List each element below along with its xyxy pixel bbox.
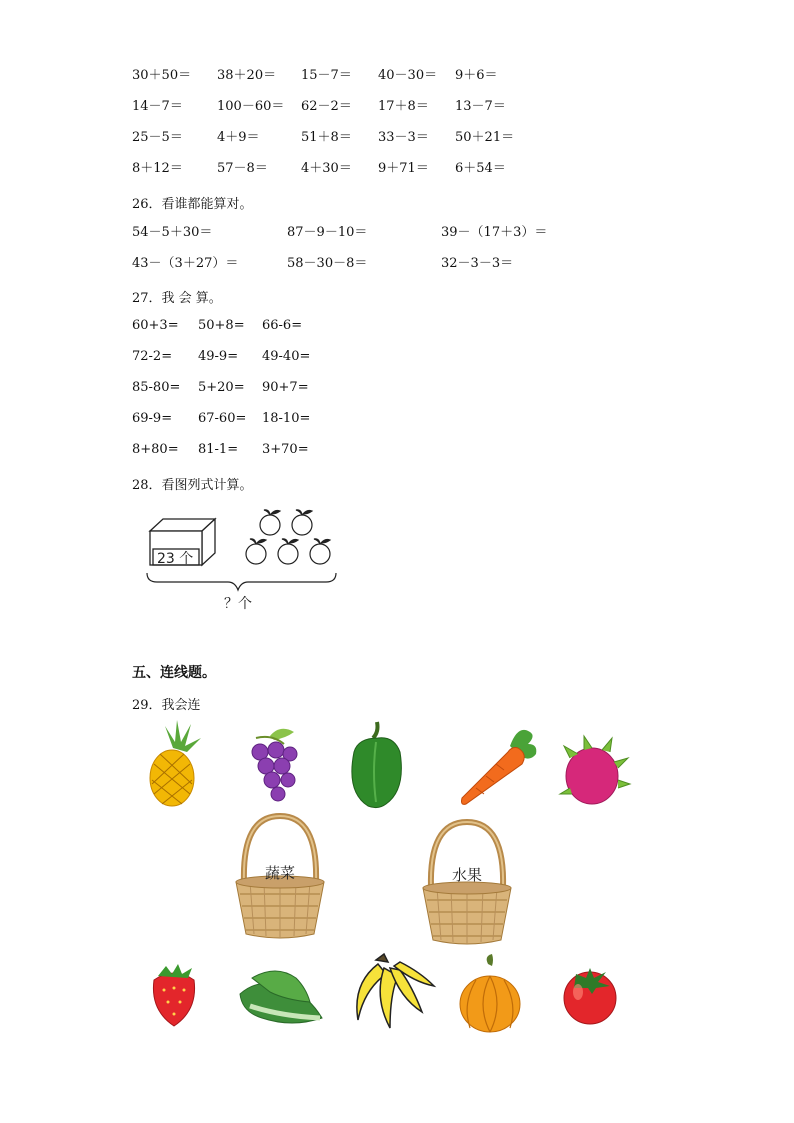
equation: 58－30－8＝ [287, 256, 368, 271]
q25-row [0, 161, 794, 179]
banana-icon[interactable] [357, 954, 434, 1028]
equation: 17＋8＝ [378, 99, 429, 114]
top-produce-row [140, 718, 640, 813]
q26-row [0, 225, 794, 243]
q27-title: 27．我 会 算。 [132, 291, 222, 306]
q27-row [0, 349, 794, 367]
equation: 54－5＋30＝ [132, 225, 213, 240]
q27-row [0, 380, 794, 398]
basket-fruits[interactable] [417, 818, 517, 948]
grapes-icon[interactable] [252, 729, 297, 801]
brace [147, 573, 336, 590]
equation: 14－7＝ [132, 99, 183, 114]
basket-label-vegetables: 蔬菜 [264, 864, 296, 882]
total-label: ？个 [224, 596, 252, 612]
equation: 8＋12＝ [132, 161, 183, 176]
equation: 72-2= [132, 349, 173, 364]
section-5-title: 五、连线题。 [132, 665, 216, 681]
equation: 8+80= [132, 442, 179, 457]
box-label: 23 个 [157, 551, 194, 567]
equation: 13－7＝ [455, 99, 506, 114]
equation: 100－60＝ [217, 99, 285, 114]
apple-icon [292, 510, 312, 535]
equation: 25－5＝ [132, 130, 183, 145]
q28-figure [140, 505, 350, 617]
q26-title: 26．看谁都能算对。 [132, 197, 253, 212]
equation: 87－9－10＝ [287, 225, 368, 240]
equation: 38＋20＝ [217, 68, 277, 83]
equation: 32－3－3＝ [441, 256, 514, 271]
equation: 57－8＝ [217, 161, 268, 176]
bok-choy-icon[interactable] [240, 971, 322, 1023]
equation: 69-9= [132, 411, 173, 426]
equation: 40－30＝ [378, 68, 438, 83]
q26-row [0, 256, 794, 274]
equation: 6＋54＝ [455, 161, 506, 176]
apples-group [246, 510, 330, 564]
strawberry-icon[interactable] [153, 964, 194, 1026]
equation: 50+8= [198, 318, 245, 333]
q25-row [0, 68, 794, 86]
apple-icon [246, 539, 266, 564]
tomato-icon[interactable] [564, 968, 616, 1024]
equation: 67-60= [198, 411, 247, 426]
equation: 3+70= [262, 442, 309, 457]
basket-label-fruits: 水果 [451, 866, 483, 884]
q27-row [0, 442, 794, 460]
equation: 43－（3＋27）＝ [132, 256, 239, 271]
pumpkin-icon[interactable] [460, 954, 520, 1032]
q27-row [0, 318, 794, 336]
equation: 33－3＝ [378, 130, 429, 145]
basket-vegetables[interactable] [230, 812, 330, 942]
bottom-produce-row [140, 950, 640, 1045]
q25-row [0, 130, 794, 148]
equation: 9＋6＝ [455, 68, 498, 83]
apple-icon [310, 539, 330, 564]
apple-icon [278, 539, 298, 564]
equation: 5+20= [198, 380, 245, 395]
green-pepper-icon[interactable] [352, 722, 402, 808]
equation: 85-80= [132, 380, 181, 395]
pineapple-icon[interactable] [150, 720, 201, 806]
equation: 81-1= [198, 442, 239, 457]
equation: 9＋71＝ [378, 161, 429, 176]
equation: 15－7＝ [301, 68, 352, 83]
equation: 39－（17＋3）＝ [441, 225, 548, 240]
equation: 4＋9＝ [217, 130, 260, 145]
equation: 50＋21＝ [455, 130, 515, 145]
q25-row [0, 99, 794, 117]
equation: 30＋50＝ [132, 68, 192, 83]
equation: 18-10= [262, 411, 311, 426]
equation: 60+3= [132, 318, 179, 333]
carrot-icon[interactable] [462, 730, 537, 805]
equation: 4＋30＝ [301, 161, 352, 176]
equation: 49-40= [262, 349, 311, 364]
equation: 90+7= [262, 380, 309, 395]
apple-icon [260, 510, 280, 535]
equation: 49-9= [198, 349, 239, 364]
q27-row [0, 411, 794, 429]
q28-title: 28．看图列式计算。 [132, 478, 253, 493]
equation: 51＋8＝ [301, 130, 352, 145]
dragon-fruit-icon[interactable] [560, 736, 630, 804]
equation: 66-6= [262, 318, 303, 333]
q29-title: 29．我会连 [132, 698, 201, 713]
equation: 62－2＝ [301, 99, 352, 114]
